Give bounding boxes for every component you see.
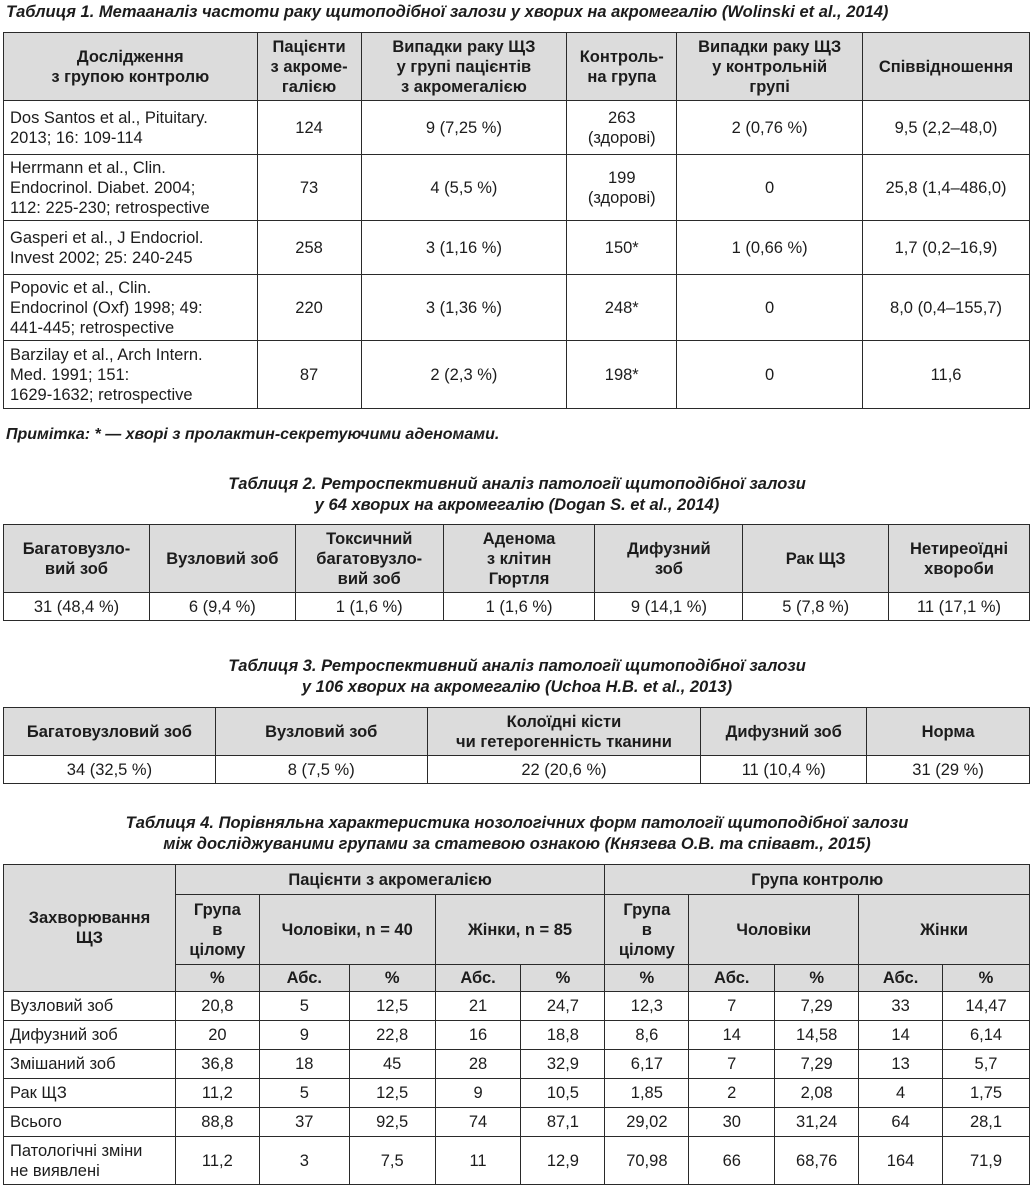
t4-header-women-patients: Жінки, n = 85	[435, 895, 605, 965]
t2-cell: 31 (48,4 %)	[4, 593, 150, 621]
t4-cell: 14	[859, 1021, 943, 1050]
t2-cell: 1 (1,6 %)	[295, 593, 443, 621]
t4-cell: 11,2	[175, 1137, 259, 1185]
t1-cell: 8,0 (0,4–155,7)	[863, 275, 1030, 341]
t3-cell: 11 (10,4 %)	[701, 756, 867, 784]
t2-header: Рак ЩЗ	[743, 525, 889, 593]
table-1-caption: Таблиця 1. Метааналіз частоти раку щитоподібної залози у хворих на акромегалію (Wolinski et al., 2014)	[6, 3, 889, 21]
table-row	[4, 155, 1030, 221]
t1-cell: 4 (5,5 %)	[361, 155, 567, 221]
t1-cell: 2 (2,3 %)	[361, 341, 567, 409]
t4-cell: 12,5	[349, 992, 435, 1021]
t4-cell: 22,8	[349, 1021, 435, 1050]
t4-cell: 14,47	[943, 992, 1030, 1021]
t4-cell: 92,5	[349, 1108, 435, 1137]
t1-header: Співвідношення	[863, 33, 1030, 101]
t1-cell: Gasperi et al., J Endocriol. Invest 2002; 25: 240-245	[4, 221, 258, 275]
t4-cell: 64	[859, 1108, 943, 1137]
t4-cell: 12,5	[349, 1079, 435, 1108]
t4-cell: 32,9	[521, 1050, 605, 1079]
t1-cell: 87	[257, 341, 361, 409]
t4-cell: 18,8	[521, 1021, 605, 1050]
t4-cell: 12,3	[605, 992, 689, 1021]
table-row	[4, 221, 1030, 275]
t4-header-group-control: Група в цілому	[605, 895, 689, 965]
t1-cell: Herrmann et al., Clin. Endocrinol. Diabet. 2004; 112: 225-230; retrospective	[4, 155, 258, 221]
t4-cell: 70,98	[605, 1137, 689, 1185]
t4-cell: 7,29	[775, 992, 859, 1021]
t4-cell: 11,2	[175, 1079, 259, 1108]
t4-unit: %	[605, 965, 689, 992]
t4-cell: 6,14	[943, 1021, 1030, 1050]
t4-cell: 3	[259, 1137, 349, 1185]
t4-cell: 66	[689, 1137, 775, 1185]
t4-row-label: Змішаний зоб	[4, 1050, 176, 1079]
t1-cell: 150*	[567, 221, 677, 275]
t2-cell: 9 (14,1 %)	[595, 593, 743, 621]
t3-cell: 31 (29 %)	[867, 756, 1030, 784]
t1-header: Випадки раку ЩЗ у групі пацієнтів з акромегалією	[361, 33, 567, 101]
t4-unit: %	[521, 965, 605, 992]
table-row	[4, 756, 1030, 784]
t4-cell: 2	[689, 1079, 775, 1108]
t4-cell: 21	[435, 992, 521, 1021]
t1-cell: 1 (0,66 %)	[677, 221, 863, 275]
t1-cell: Barzilay et al., Arch Intern. Med. 1991; 151: 1629-1632; retrospective	[4, 341, 258, 409]
t1-cell: 9,5 (2,2–48,0)	[863, 101, 1030, 155]
t1-header: Дослідження з групою контролю	[4, 33, 258, 101]
t4-row-label: Дифузний зоб	[4, 1021, 176, 1050]
t3-header: Вузловий зоб	[215, 708, 427, 756]
t1-cell: 3 (1,36 %)	[361, 275, 567, 341]
t4-cell: 164	[859, 1137, 943, 1185]
t4-header-patients: Пацієнти з акромегалією	[175, 865, 604, 895]
t4-header-control: Група контролю	[605, 865, 1030, 895]
t1-cell: 2 (0,76 %)	[677, 101, 863, 155]
t1-cell: Popovic et al., Clin. Endocrinol (Oxf) 1998; 49: 441-445; retrospective	[4, 275, 258, 341]
t1-cell: 0	[677, 275, 863, 341]
t3-header: Норма	[867, 708, 1030, 756]
t4-unit: %	[943, 965, 1030, 992]
t1-cell: 73	[257, 155, 361, 221]
t4-cell: 7	[689, 1050, 775, 1079]
t3-header: Багатовузловий зоб	[4, 708, 216, 756]
table-2-caption: Таблиця 2. Ретроспективний аналіз патології щитоподібної залози у 64 хворих на акромегалію (Dogan S. et al., 2014)	[228, 475, 806, 514]
t4-cell: 31,24	[775, 1108, 859, 1137]
t4-cell: 11	[435, 1137, 521, 1185]
t4-cell: 37	[259, 1108, 349, 1137]
t2-cell: 6 (9,4 %)	[149, 593, 295, 621]
t4-cell: 45	[349, 1050, 435, 1079]
t1-cell: 9 (7,25 %)	[361, 101, 567, 155]
t4-header-disease: Захворювання ЩЗ	[4, 865, 176, 992]
t4-unit: Абс.	[859, 965, 943, 992]
t2-header: Аденома з клітин Гюртля	[443, 525, 595, 593]
t4-cell: 7,29	[775, 1050, 859, 1079]
t4-cell: 30	[689, 1108, 775, 1137]
t2-header: Дифузний зоб	[595, 525, 743, 593]
table-row	[4, 1050, 1030, 1079]
t4-unit: Абс.	[435, 965, 521, 992]
t1-header: Контроль- на група	[567, 33, 677, 101]
t4-cell: 5	[259, 992, 349, 1021]
table-3	[3, 707, 1030, 784]
t1-cell: 0	[677, 341, 863, 409]
t4-cell: 20,8	[175, 992, 259, 1021]
t1-cell: 25,8 (1,4–486,0)	[863, 155, 1030, 221]
t1-header: Пацієнти з акроме- галією	[257, 33, 361, 101]
t1-cell: 248*	[567, 275, 677, 341]
t2-cell: 5 (7,8 %)	[743, 593, 889, 621]
t4-header-men-control: Чоловіки	[689, 895, 859, 965]
t4-cell: 28,1	[943, 1108, 1030, 1137]
t3-header: Колоїдні кісти чи гетерогенність тканини	[427, 708, 701, 756]
t4-cell: 87,1	[521, 1108, 605, 1137]
t4-cell: 7,5	[349, 1137, 435, 1185]
t4-cell: 33	[859, 992, 943, 1021]
t4-header-men-patients: Чоловіки, n = 40	[259, 895, 435, 965]
t1-cell: 0	[677, 155, 863, 221]
t2-header: Нетиреоїдні хвороби	[889, 525, 1030, 593]
table-row	[4, 341, 1030, 409]
table-4-caption: Таблиця 4. Порівняльна характеристика нозологічних форм патології щитоподібної залози між досліджуваними групами за статевою ознакою (Князева О.В. та співавт., 2015)	[125, 814, 909, 853]
t2-header: Багатовузло- вий зоб	[4, 525, 150, 593]
t4-header-women-control: Жінки	[859, 895, 1030, 965]
t4-cell: 7	[689, 992, 775, 1021]
table-row	[4, 1137, 1030, 1185]
t4-cell: 8,6	[605, 1021, 689, 1050]
t4-cell: 28	[435, 1050, 521, 1079]
t4-unit: %	[775, 965, 859, 992]
t1-cell: 3 (1,16 %)	[361, 221, 567, 275]
t1-cell: 11,6	[863, 341, 1030, 409]
t2-cell: 11 (17,1 %)	[889, 593, 1030, 621]
t4-cell: 1,85	[605, 1079, 689, 1108]
t4-cell: 9	[435, 1079, 521, 1108]
t3-cell: 22 (20,6 %)	[427, 756, 701, 784]
t4-unit: %	[349, 965, 435, 992]
t1-cell: Dos Santos et al., Pituitary. 2013; 16: 109-114	[4, 101, 258, 155]
t2-header: Вузловий зоб	[149, 525, 295, 593]
t1-header: Випадки раку ЩЗ у контрольній групі	[677, 33, 863, 101]
t4-cell: 14	[689, 1021, 775, 1050]
t4-cell: 5	[259, 1079, 349, 1108]
table-row	[4, 1021, 1030, 1050]
t4-cell: 74	[435, 1108, 521, 1137]
t4-cell: 12,9	[521, 1137, 605, 1185]
t4-cell: 10,5	[521, 1079, 605, 1108]
t4-unit: Абс.	[259, 965, 349, 992]
t4-cell: 9	[259, 1021, 349, 1050]
t4-cell: 5,7	[943, 1050, 1030, 1079]
table-row	[4, 275, 1030, 341]
t4-row-label: Всього	[4, 1108, 176, 1137]
t4-unit: Абс.	[689, 965, 775, 992]
t1-cell: 198*	[567, 341, 677, 409]
t4-cell: 16	[435, 1021, 521, 1050]
t1-cell: 199 (здорові)	[567, 155, 677, 221]
t1-cell: 1,7 (0,2–16,9)	[863, 221, 1030, 275]
t4-cell: 71,9	[943, 1137, 1030, 1185]
t1-cell: 124	[257, 101, 361, 155]
t4-row-label: Вузловий зоб	[4, 992, 176, 1021]
table-3-caption: Таблиця 3. Ретроспективний аналіз патології щитоподібної залози у 106 хворих на акромегалію (Uchoa H.B. et al., 2013)	[228, 657, 806, 696]
t3-cell: 34 (32,5 %)	[4, 756, 216, 784]
t3-header: Дифузний зоб	[701, 708, 867, 756]
t1-cell: 258	[257, 221, 361, 275]
t4-cell: 14,58	[775, 1021, 859, 1050]
t4-cell: 6,17	[605, 1050, 689, 1079]
t4-cell: 36,8	[175, 1050, 259, 1079]
table-2	[3, 524, 1030, 621]
table-row	[4, 101, 1030, 155]
table-row	[4, 1079, 1030, 1108]
table-1	[3, 32, 1030, 409]
t4-cell: 20	[175, 1021, 259, 1050]
t2-header: Токсичний багатовузло- вий зоб	[295, 525, 443, 593]
t4-cell: 1,75	[943, 1079, 1030, 1108]
table-1-note: Примітка: * — хворі з пролактин-секретуючими аденомами.	[6, 426, 500, 443]
table-4	[3, 864, 1030, 1185]
t4-cell: 88,8	[175, 1108, 259, 1137]
t4-cell: 24,7	[521, 992, 605, 1021]
t1-cell: 263 (здорові)	[567, 101, 677, 155]
t4-row-label: Патологічні зміни не виявлені	[4, 1137, 176, 1185]
t4-cell: 29,02	[605, 1108, 689, 1137]
t4-cell: 2,08	[775, 1079, 859, 1108]
table-row	[4, 992, 1030, 1021]
t4-cell: 13	[859, 1050, 943, 1079]
t2-cell: 1 (1,6 %)	[443, 593, 595, 621]
t4-cell: 4	[859, 1079, 943, 1108]
t4-row-label: Рак ЩЗ	[4, 1079, 176, 1108]
table-row	[4, 1108, 1030, 1137]
table-row	[4, 593, 1030, 621]
t4-cell: 68,76	[775, 1137, 859, 1185]
t4-header-group: Група в цілому	[175, 895, 259, 965]
t4-unit: %	[175, 965, 259, 992]
t4-cell: 18	[259, 1050, 349, 1079]
t3-cell: 8 (7,5 %)	[215, 756, 427, 784]
t1-cell: 220	[257, 275, 361, 341]
